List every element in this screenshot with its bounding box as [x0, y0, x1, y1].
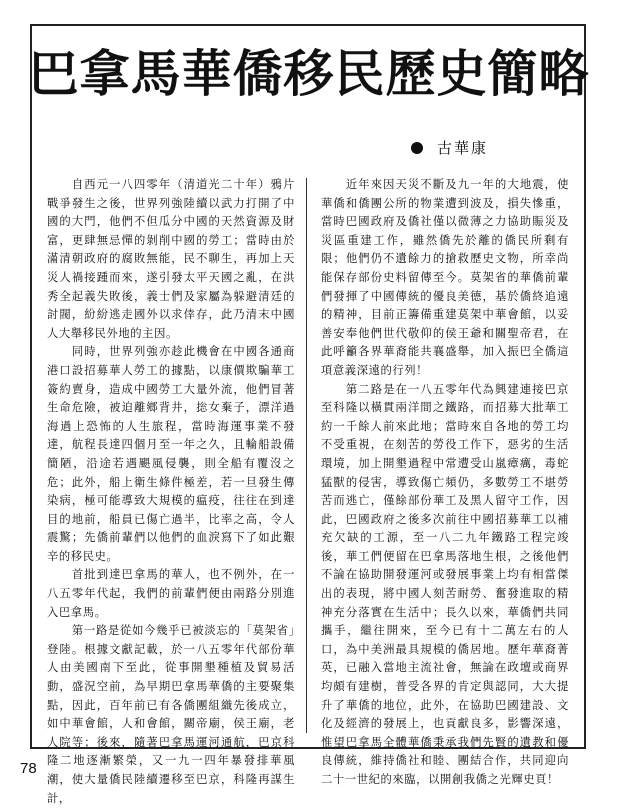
left-column: [47, 176, 295, 805]
paragraph: 同時，世界列強亦趁此機會在中國各通商港口設招募華人勞工的據點，以康價欺騙華工簽約賣身，造成中國勞工大量外流，他們冒著生命危險，被迫離鄉背井，捴女棄子，漂洋過海過上恐怖的人生旅程，當時海運事業不發達，航程長達四個月至一年之久，且輪船設備簡陋，沿途若遇颶風侵襲，則全船有覆沒之危；此外，船上衛生條件極差，若一旦發生傳染病，極可能導致大規模的瘟疫，往往在到達目的地前，船員已傷亡過半，比率之高，令人震驚；先僑前輩們以他們的血淚寫下了如此艱辛的移民史。: [47, 345, 295, 563]
author-name: 古華康: [436, 139, 488, 157]
author-line: [411, 137, 488, 158]
bullet-icon: [411, 142, 423, 154]
column-divider: [306, 178, 307, 733]
paragraph: 第二路是在一八五零年代為興建連接巴京至科隆以橫貫兩洋間之鐵路，而招募大批華工約一千餘人前來此地；當時來自各地的勞工均不受重視，在刻苦的勞役工作下，惡劣的生活環境，加上開墾過程中常遭受山嵐瘴癘，毒蛇猛獸的侵害，導致傷亡頻仍，多數勞工不堪勞苦而逃亡，僅餘部份華工及黑人留守工作，因此，巴國政府之後多次前往中國招募華工以補充欠缺的工源，至一八二九年鐵路工程完竣後，華工們便留在巴拿馬落地生根，之後他們不論在協助開發運河或發展事業上均有相當傑出的表現，將中國人刻苦耐勞、奮發進取的精神充分落實在生活中；長久以來，華僑們共同攜手，繼往開來，至今已有十二萬左右的人口，為中美洲最具規模的僑居地。歷年華裔菁英，已融入當地主流社會，無論在政壇或商界均頗有建樹，普受各界的肯定與認同，大大提升了華僑的地位，此外，在協助巴國建設、文化及經濟的發展上，也貢獻良多，影響深遠，惟望巴拿馬全體華僑秉承我們先賢的遺教和優良傳統，維持僑社和睦、團結合作，共同迎向二十一世紀的來臨，以開創我僑之光輝史頁！: [321, 382, 569, 786]
page-number: 78: [20, 760, 37, 777]
paragraph: 近年來因天災不斷及九一年的大地震，使華僑和僑團公所的物業遭到波及，損失慘重，當時巴國政府及僑社僅以微薄之力協助賑災及災區重建工作，雖然僑先於離的僑民所剩有限；他們仍不遺餘力的搶救歷史文物，所幸尚能保存部份史料留傳至今。莫架省的華僑前輩們發揮了中國傳統的優良美德，基於僑終追遠的精神，目前正籌備重建莫架中華會館，以妥善安奉他們世代敬仰的侯王爺和關聖帝君，在此呼籲各界華裔能共襄盛舉，加入振巴全僑這項意義深遠的行列！: [321, 178, 569, 377]
paragraph: 自西元一八四零年（清道光二十年）鴉片戰爭發生之後，世界列強陸續以武力打開了中國的大門，他們不但瓜分中國的天然資源及財富，更肆無忌憚的剝削中國的勞工；當時由於滿清朝政府的腐敗無能，民不聊生，再加上天災人禍接踵而來，遂引發太平天國之亂，在洪秀全起義失敗後，義士們及家屬為躲避清廷的討閥，紛紛逃走國外以求倖存，此乃清末中國人大舉移民外地的主因。: [47, 178, 295, 340]
article-title: 巴拿馬華僑移民歷史簡略: [28, 44, 590, 103]
paragraph: 第一路是從如今幾乎已被淡忘的「莫架省」登陸。根據文獻記載，於一八五零年代部份華人由美國南下至此，從事開墾種植及貿易活動，盛況空前，為早期巴拿馬華僑的主要聚集點，因此，百年前已有各僑團組織先後成立，如中華會館，人和會館，關帝廟，侯王廟，老人院等；後來，隨著巴拿馬運河通航，巴京科隆二地逐漸繁榮，又一九一四年暴發排華風潮，使大量僑民陸續遷移至巴京，科隆再謀生計，: [47, 624, 295, 805]
right-column: [321, 176, 569, 786]
paragraph: 首批到達巴拿馬的華人，也不例外，在一八五零年代起，我們的前輩們便由兩路分別進入巴拿馬。: [47, 568, 295, 619]
